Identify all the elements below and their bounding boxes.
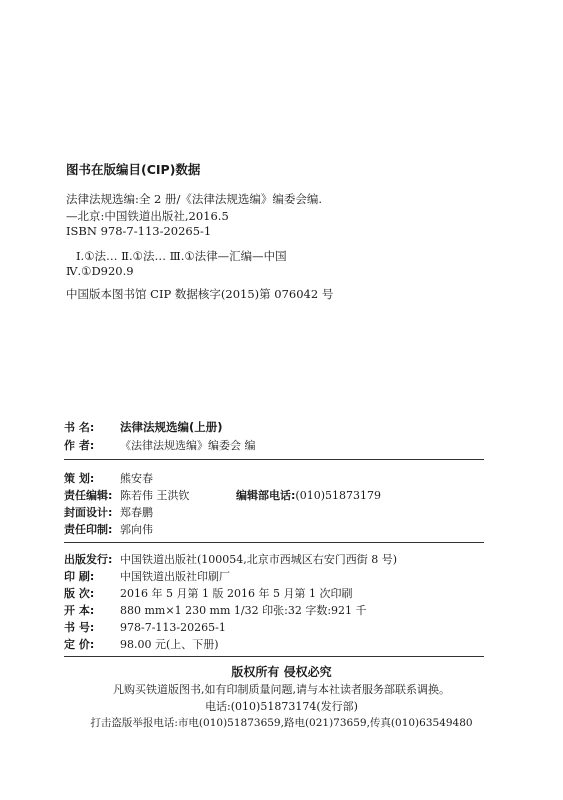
author-value: 《法律法规选编》编委会 编 bbox=[120, 439, 256, 452]
cover-value: 郑春鹏 bbox=[120, 506, 153, 519]
print-supervisor-label: 责任印制: bbox=[64, 523, 113, 536]
isbn-row bbox=[64, 619, 226, 635]
distribution-phone: 电话:(010)51873174(发行部) bbox=[205, 700, 358, 713]
author-label: 作 者: bbox=[64, 439, 95, 452]
printer-row bbox=[64, 568, 230, 584]
quality-notice: 凡购买铁道版图书,如有印制质量问题,请与本社读者服务部联系调换。 bbox=[113, 683, 450, 696]
book-title-row bbox=[64, 419, 223, 435]
cover-row bbox=[64, 504, 153, 520]
editor-value: 陈若伟 王洪钦 bbox=[120, 489, 190, 502]
editorial-phone-value: (010)51873179 bbox=[295, 489, 381, 502]
editorial-phone-label: 编辑部电话: bbox=[236, 489, 296, 502]
publisher-value: 中国铁道出版社(100054,北京市西城区右安门西街 8 号) bbox=[120, 553, 398, 566]
price-value: 98.00 元(上、下册) bbox=[120, 638, 219, 651]
format-label: 开 本: bbox=[64, 604, 95, 617]
planner-row bbox=[64, 470, 153, 486]
copyright-notice: 版权所有 侵权必究 bbox=[231, 665, 332, 679]
editor-row bbox=[64, 487, 381, 503]
isbn-label: 书 号: bbox=[64, 621, 95, 634]
book-title-label: 书 名: bbox=[64, 421, 95, 434]
isbn-value: 978-7-113-20265-1 bbox=[120, 621, 226, 634]
print-supervisor-value: 郭向伟 bbox=[120, 523, 153, 536]
divider-3 bbox=[64, 656, 484, 657]
cip-title: 图书在版编目(CIP)数据 bbox=[66, 162, 201, 177]
price-label: 定 价: bbox=[64, 638, 95, 651]
printer-label: 印 刷: bbox=[64, 570, 95, 583]
planner-value: 熊安春 bbox=[120, 472, 153, 485]
cip-isbn: ISBN 978-7-113-20265-1 bbox=[66, 224, 212, 238]
price-row bbox=[64, 636, 219, 652]
cip-classification-2: Ⅳ.①D920.9 bbox=[66, 264, 134, 278]
book-title-value: 法律法规选编(上册) bbox=[120, 420, 223, 434]
planner-label: 策 划: bbox=[64, 472, 95, 485]
author-row bbox=[64, 437, 256, 453]
printer-value: 中国铁道出版社印刷厂 bbox=[120, 570, 230, 583]
format-row bbox=[64, 602, 367, 618]
cip-line-2: —北京:中国铁道出版社,2016.5 bbox=[66, 209, 229, 223]
edition-label: 版 次: bbox=[64, 587, 95, 600]
cip-record-number: 中国版本图书馆 CIP 数据核字(2015)第 076042 号 bbox=[66, 287, 334, 301]
print-supervisor-row bbox=[64, 521, 153, 537]
anti-piracy-phone: 打击盗版举报电话:市电(010)51873659,路电(021)73659,传真(010)63549480 bbox=[90, 717, 473, 729]
cip-line-1: 法律法规选编:全 2 册/《法律法规选编》编委会编. bbox=[66, 192, 323, 206]
edition-row bbox=[64, 585, 352, 601]
edition-value: 2016 年 5 月第 1 版 2016 年 5 月第 1 次印刷 bbox=[120, 587, 353, 600]
cip-classification-1: Ⅰ.①法… Ⅱ.①法… Ⅲ.①法律—汇编—中国 bbox=[76, 249, 287, 263]
divider-2 bbox=[64, 542, 484, 543]
cover-label: 封面设计: bbox=[64, 506, 113, 519]
publisher-row bbox=[64, 551, 397, 567]
divider-1 bbox=[64, 459, 484, 460]
format-value: 880 mm×1 230 mm 1/32 印张:32 字数:921 千 bbox=[120, 604, 367, 617]
editor-label: 责任编辑: bbox=[64, 489, 113, 502]
publisher-label: 出版发行: bbox=[64, 553, 113, 566]
